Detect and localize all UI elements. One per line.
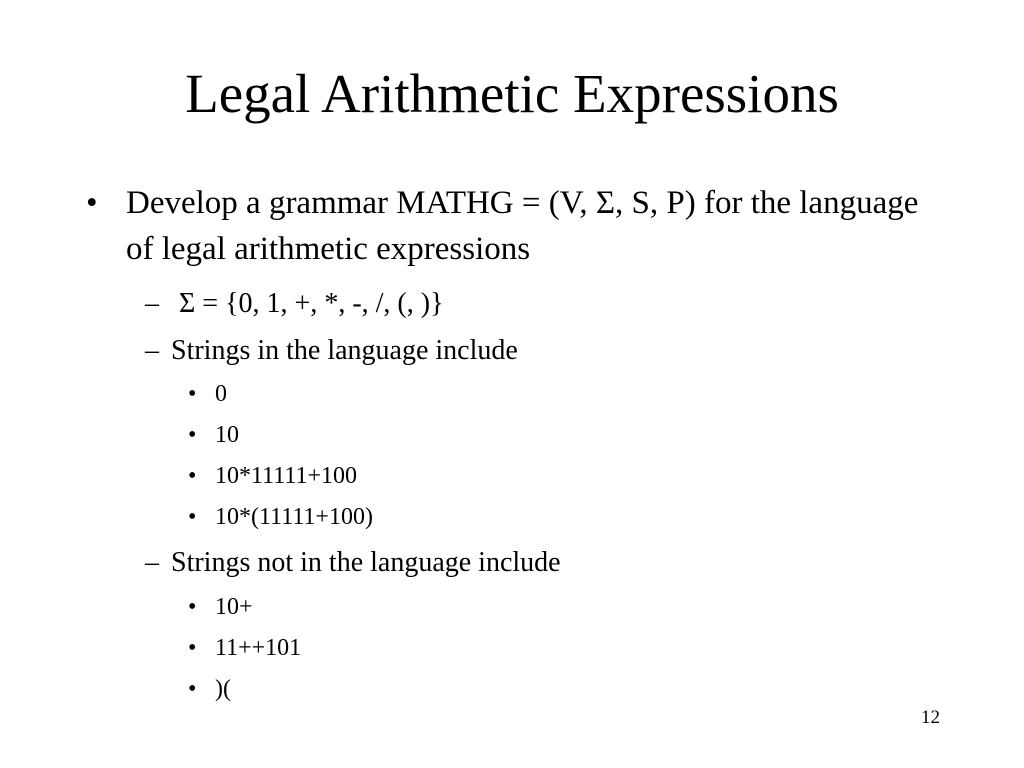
bullet-marker: • bbox=[188, 422, 197, 448]
strings-not-in-label: Strings not in the language include bbox=[171, 547, 561, 578]
dash-marker: – bbox=[145, 288, 159, 319]
strings-in-label: Strings in the language include bbox=[171, 335, 518, 366]
string-counterexample: 10+ bbox=[215, 594, 253, 620]
bullet-marker: • bbox=[188, 594, 197, 620]
bullet-marker: • bbox=[188, 635, 197, 661]
slide-title: Legal Arithmetic Expressions bbox=[185, 63, 839, 124]
dash-marker: – bbox=[145, 547, 159, 578]
string-example: 0 bbox=[215, 381, 227, 407]
string-counterexample: )( bbox=[215, 676, 231, 702]
dash-marker: – bbox=[145, 335, 159, 366]
string-example: 10*11111+100 bbox=[215, 463, 357, 489]
sigma-definition: Σ = {0, 1, +, *, -, /, (, )} bbox=[179, 288, 444, 319]
bullet-marker: • bbox=[188, 504, 197, 530]
string-example: 10*(11111+100) bbox=[215, 504, 373, 530]
page-number: 12 bbox=[921, 707, 940, 728]
bullet-marker: • bbox=[188, 463, 197, 489]
bullet-marker: • bbox=[86, 185, 98, 221]
string-example: 10 bbox=[215, 422, 239, 448]
string-counterexample: 11++101 bbox=[215, 635, 302, 661]
bullet-text: Develop a grammar MATHG = (V, Σ, S, P) for the language of legal arithmetic expressions bbox=[126, 185, 919, 267]
bullet-marker: • bbox=[188, 381, 197, 407]
bullet-marker: • bbox=[188, 676, 197, 702]
